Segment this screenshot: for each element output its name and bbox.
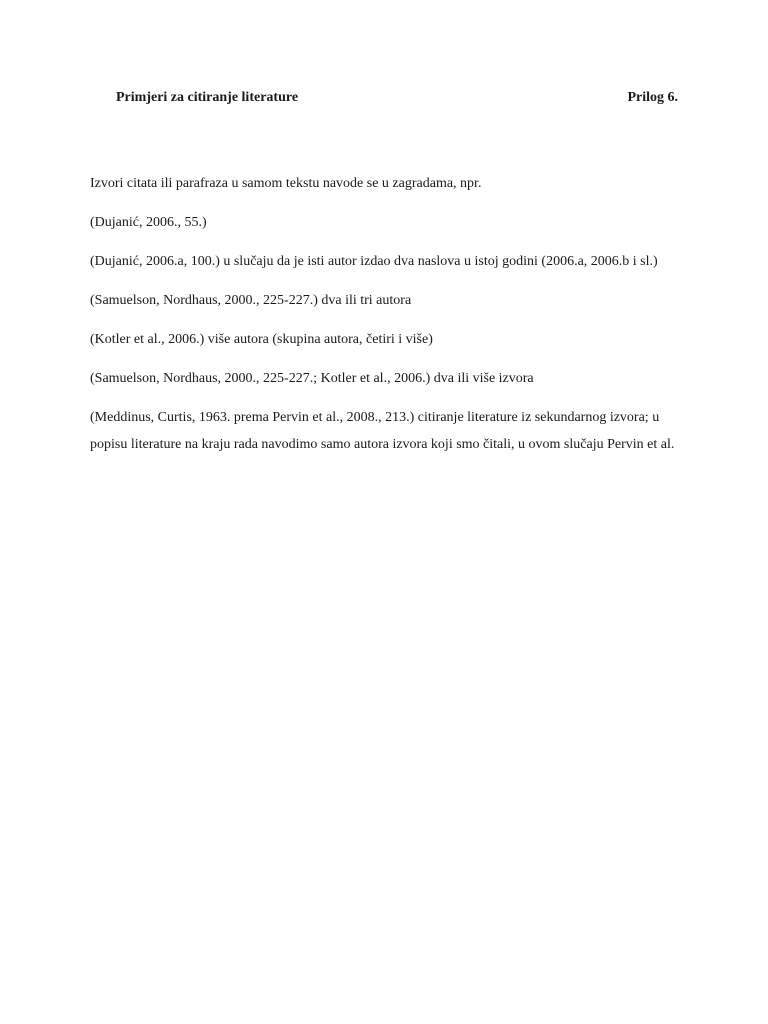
citation-example-single: (Dujanić, 2006., 55.)	[90, 215, 207, 230]
document-title: Primjeri za citiranje literature	[116, 90, 299, 105]
citation-example-multiple-sources: (Samuelson, Nordhaus, 2000., 225-227.; Kotler et al., 2006.) dva ili više izvora	[90, 371, 534, 386]
page-header	[116, 90, 678, 112]
intro-paragraph: Izvori citata ili parafraza u samom tekstu navode se u zagradama, npr.	[90, 176, 482, 191]
citation-example-two-authors: (Samuelson, Nordhaus, 2000., 225-227.) dva ili tri autora	[90, 293, 412, 308]
citation-example-secondary-source: (Meddinus, Curtis, 1963. prema Pervin et al., 2008., 213.) citiranje literature iz sekundarnog izvora; u popisu literature na kraju rada navodimo samo autora izvora koji smo čitali, u ovom slučaju Pervin et al.	[90, 410, 675, 452]
appendix-label: Prilog 6.	[627, 90, 678, 105]
citation-example-multiple-authors: (Kotler et al., 2006.) više autora (skupina autora, četiri i više)	[90, 332, 433, 347]
citation-example-same-year: (Dujanić, 2006.a, 100.) u slučaju da je isti autor izdao dva naslova u istoj godini (2006.a, 2006.b i sl.)	[90, 254, 658, 269]
document-body	[90, 170, 682, 470]
